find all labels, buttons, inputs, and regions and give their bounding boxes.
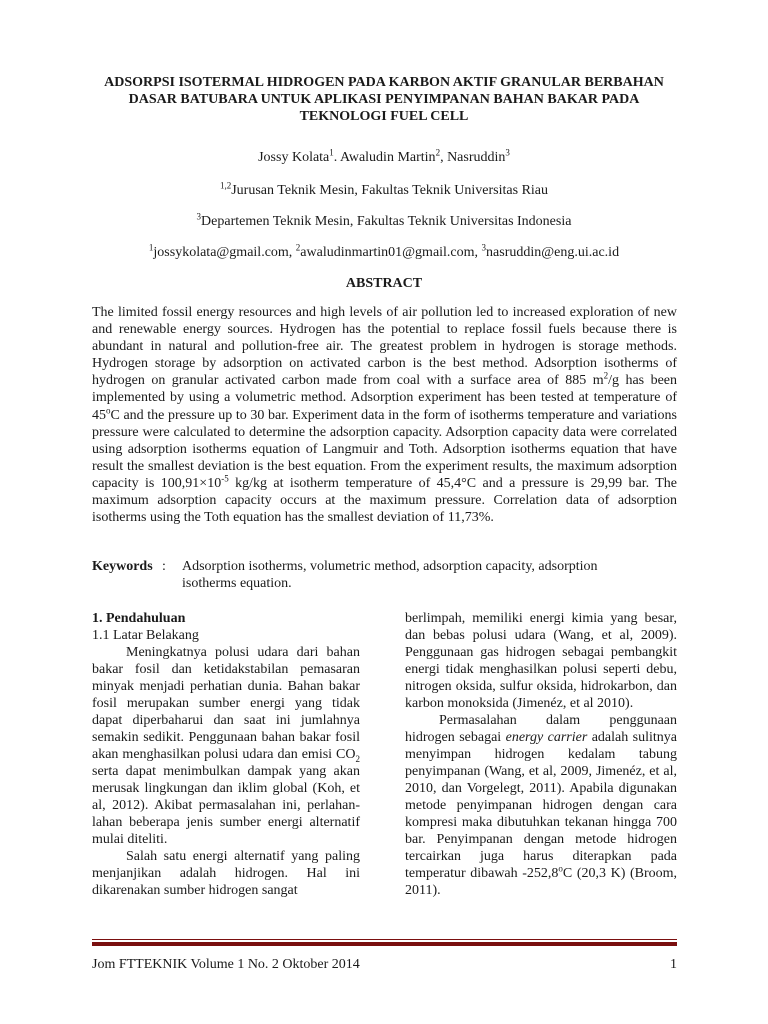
body-text: adalah sulitnya menyimpan hidrogen kedalam tabung penyimpanan (Wang, et al, 2009, Jimenéz, et al, 2010, dan Vorgelegt, 2011). Apabila digunakan metode penyimpanan hidrogen dengan cara kompresi maka dibutuhkan tekanan hingga 700 bar. Penyimpanan dengan metode hidrogen tercairkan juga harus diterapkan pada temperatur dibawah -252,8 bbox=[405, 730, 677, 881]
body-paragraph: berlimpah, memiliki energi kimia yang besar, dan bebas polusi udara (Wang, et al, 2009). Penggunaan gas hidrogen sebagai pembangkit energi tidak menghasilkan polusi seperti debu, nitrogen oksida, sulfur oksida, hidrokarbon, dan karbon monoksida (Jimenéz, et al 2010). bbox=[405, 611, 677, 711]
email-sup: 2 bbox=[295, 242, 301, 253]
abstract-text: /g has been implemented by using a volumetric method. Adsorption experiment has been tested at temperature of 45 bbox=[92, 373, 677, 423]
affiliation-text: Departemen Teknik Mesin, Fakultas Teknik Universitas Indonesia bbox=[201, 214, 572, 229]
abstract-heading: ABSTRACT bbox=[345, 276, 423, 291]
author-sup: 2 bbox=[435, 147, 441, 158]
journal-name: Jom FTTEKNIK Volume 1 No. 2 Oktober 2014 bbox=[92, 957, 360, 972]
body-paragraph bbox=[405, 712, 677, 899]
right-column bbox=[405, 610, 677, 899]
abstract-sup: -5 bbox=[221, 473, 229, 484]
abstract-text: kg/kg at isotherm temperature of 45,4°C and a pressure is 29,99 bar. The maximum adsorption capacity occurs at the maximum pressure. Correlation data of adsorption isotherms using the Toth equation has the smallest deviation of 11,73%. bbox=[92, 475, 678, 526]
email: awaludinmartin01@gmail.com, bbox=[300, 245, 482, 260]
author-sup: 3 bbox=[505, 147, 510, 158]
abstract-text: C and the pressure up to 30 bar. Experiment data in the form of isotherms temperature and variations pressure were calculated to determine the adsorption capacity. Adsorption capacity data were correlated using adsorption isotherms equation of Langmuir and Toth. Adsorption isotherms equation that have result the smallest deviation is the best equation. From the experiment results, the maximum adsorption capacity is 100,91×10 bbox=[92, 407, 677, 491]
affiliation bbox=[0, 211, 768, 230]
affiliation-sup: 1,2 bbox=[219, 180, 232, 191]
author-name: Nasruddin bbox=[447, 150, 506, 165]
email-list bbox=[0, 242, 768, 261]
email: nasruddin@eng.ui.ac.id bbox=[486, 245, 620, 260]
left-column bbox=[92, 610, 360, 899]
author-separator: . bbox=[333, 150, 341, 165]
body-sub: 2 bbox=[355, 753, 360, 764]
author-separator: , bbox=[440, 150, 448, 165]
footer-rule-thin bbox=[92, 939, 677, 940]
body-emphasis: energy carrier bbox=[505, 730, 588, 745]
body-paragraph: Salah satu energi alternatif yang paling menjanjikan adalah hidrogen. Hal ini dikarenakan sumber hidrogen sangat bbox=[92, 849, 360, 898]
footer-rule-thick bbox=[92, 942, 677, 946]
email-sup: 1 bbox=[148, 242, 154, 253]
body-sup: o bbox=[558, 863, 563, 874]
affiliation bbox=[0, 180, 768, 199]
subsection-heading: 1.1 Latar Belakang bbox=[92, 628, 199, 643]
author-list bbox=[0, 147, 768, 166]
keywords-block bbox=[92, 558, 677, 592]
email-sup: 3 bbox=[481, 242, 487, 253]
keywords-text-cont: isotherms equation. bbox=[182, 576, 292, 591]
body-text: Meningkatnya polusi udara dari bahan bakar fosil dan ketidakstabilan pemasaran minyak menjadi perhatian dunia. Bahan bakar fosil merupakan sumber energi yang tidak dapat diperbaharui dan saat ini jumlahnya semakin sedikit. Penggunaan bahan bakar fosil akan menghasilkan polusi udara dan emisi CO bbox=[92, 645, 360, 762]
author-name: Awaludin Martin bbox=[340, 150, 436, 165]
body-text: C (20,3 K) (Broom, 2011). bbox=[405, 866, 677, 898]
body-text: Permasalahan dalam penggunaan hidrogen sebagai bbox=[405, 713, 677, 745]
abstract-sup: o bbox=[106, 404, 111, 415]
author-sup: 1 bbox=[329, 147, 334, 158]
keywords-label: Keywords bbox=[92, 559, 153, 574]
abstract-body bbox=[92, 304, 677, 526]
paper-title: ADSORPSI ISOTERMAL HIDROGEN PADA KARBON AKTIF GRANULAR BERBAHAN DASAR BATUBARA UNTUK APLIKASI PENYIMPANAN BAHAN BAKAR PADA TEKNOLOGI FUEL CELL bbox=[104, 75, 664, 124]
body-paragraph bbox=[92, 644, 360, 848]
abstract-sup: 2 bbox=[603, 370, 609, 381]
abstract-text: The limited fossil energy resources and high levels of air pollution led to increased exploration of new and renewable energy sources. Hydrogen has the potential to replace fossil fuels because there is abundant in natural and pollution-free air. The greatest problem in hydrogen is storage methods. Hydrogen storage by adsorption on activated carbon is the best method. Adsorption isotherms of hydrogen on granular activated carbon made from coal with a surface area of 885 m bbox=[92, 305, 677, 389]
affiliation-text: Jurusan Teknik Mesin, Fakultas Teknik Universitas Riau bbox=[231, 183, 549, 198]
affiliation-sup: 3 bbox=[196, 211, 202, 222]
page-number: 1 bbox=[670, 957, 677, 972]
keywords-colon: : bbox=[162, 559, 166, 574]
keywords-text: Adsorption isotherms, volumetric method, adsorption capacity, adsorption bbox=[182, 559, 598, 574]
body-text: serta dapat menimbulkan dampak yang akan merusak lingkungan dan iklim global (Koh, et al, 2012). Akibat permasalahan ini, perlahan-lahan beberapa jenis sumber energi alternatif mulai diteliti. bbox=[92, 764, 360, 847]
section-heading: 1. Pendahuluan bbox=[92, 611, 186, 626]
author-name: Jossy Kolata bbox=[258, 150, 330, 165]
email: jossykolata@gmail.com, bbox=[153, 245, 296, 260]
page-footer bbox=[92, 957, 677, 973]
